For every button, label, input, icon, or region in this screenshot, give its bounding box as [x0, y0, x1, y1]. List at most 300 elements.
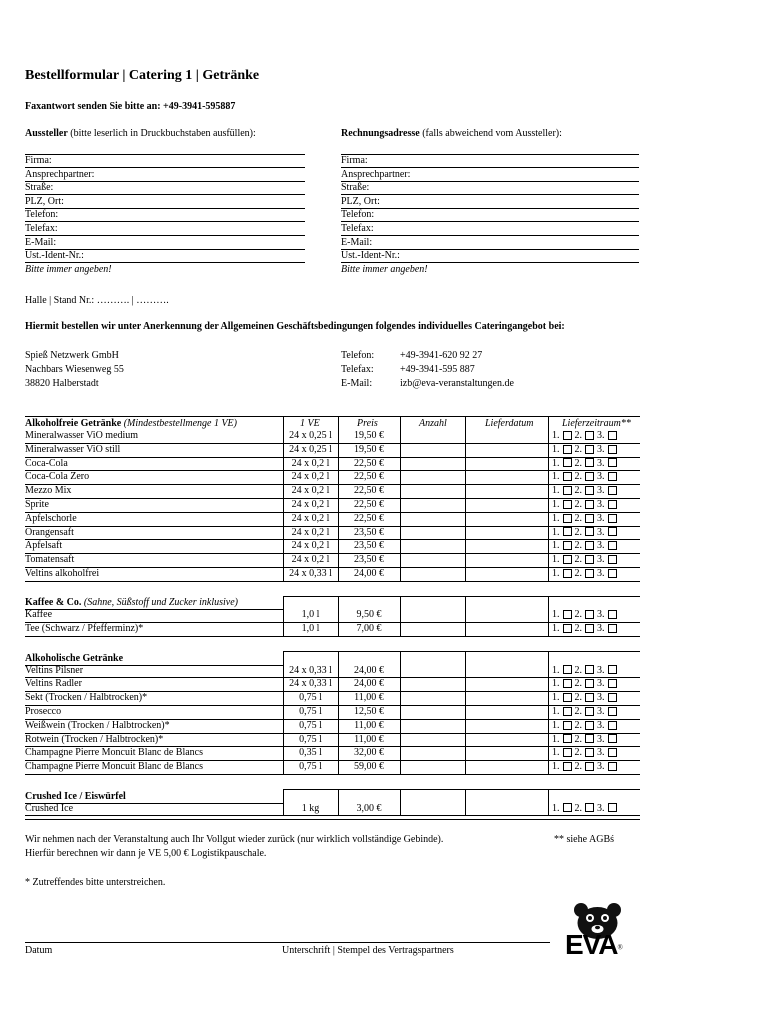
- unit-size: 0,75 l: [299, 761, 322, 773]
- delivery-slots: [552, 692, 620, 703]
- delivery-slots: [552, 761, 620, 772]
- delivery-date-input[interactable]: [465, 706, 548, 720]
- col-header-lieferdatum: Lieferdatum: [485, 418, 534, 429]
- checkbox[interactable]: [563, 500, 572, 509]
- quantity-input[interactable]: [400, 623, 465, 637]
- slot-label: 2.: [574, 623, 582, 635]
- section-header: [25, 418, 237, 429]
- slot-label: 3.: [597, 719, 605, 731]
- checkbox[interactable]: [608, 458, 617, 467]
- price: 7,00 €: [356, 623, 382, 635]
- slot-label: 1.: [552, 471, 560, 483]
- column-divider: [548, 596, 549, 637]
- unit-size: 24 x 0,2 l: [291, 554, 330, 566]
- product-name: Tee (Schwarz / Pfefferminz)*: [25, 623, 144, 635]
- address-field[interactable]: E-Mail:: [341, 236, 373, 248]
- checkbox[interactable]: [585, 624, 594, 633]
- price: 3,00 €: [356, 802, 382, 814]
- price: 11,00 €: [354, 733, 384, 745]
- delivery-date-input[interactable]: [465, 761, 548, 775]
- vendor-name: Spieß Netzwerk GmbH: [25, 350, 119, 361]
- address-field[interactable]: Telefax:: [341, 223, 374, 234]
- slot-label: 1.: [552, 719, 560, 731]
- checkbox[interactable]: [585, 472, 594, 481]
- slot-label: 3.: [597, 485, 605, 497]
- delivery-date-input[interactable]: [465, 747, 548, 761]
- checkbox[interactable]: [563, 527, 572, 536]
- slot-label: 2.: [574, 719, 582, 731]
- vendor-fax: +49-3941-595 887: [400, 364, 475, 375]
- checkbox[interactable]: [608, 803, 617, 812]
- checkbox[interactable]: [563, 762, 572, 771]
- checkbox[interactable]: [585, 762, 594, 771]
- slot-label: 3.: [597, 609, 605, 621]
- product-name: Weißwein (Trocken / Halbtrocken)*: [25, 719, 170, 731]
- column-divider: [548, 416, 549, 582]
- order-statement: Hiermit bestellen wir unter Anerkennung der Allgemeinen Geschäftsbedingungen folgendes individuelles Cateringangebot bei:: [25, 321, 565, 332]
- delivery-slots: [552, 706, 620, 717]
- slot-label: 2.: [574, 692, 582, 704]
- product-name: Sekt (Trocken / Halbtrocken)*: [25, 692, 148, 704]
- column-divider: [338, 789, 339, 817]
- checkbox[interactable]: [563, 748, 572, 757]
- unterschrift-label: Unterschrift | Stempel des Vertragspartners: [282, 945, 454, 956]
- checkbox[interactable]: [585, 458, 594, 467]
- price: 24,00 €: [354, 664, 384, 676]
- address-field[interactable]: Firma:: [341, 155, 368, 166]
- product-name: Champagne Pierre Moncuit Blanc de Blancs: [25, 761, 204, 773]
- section-header: [25, 791, 126, 802]
- slot-label: 2.: [574, 609, 582, 621]
- slot-label: 2.: [574, 733, 582, 745]
- checkbox[interactable]: [585, 569, 594, 578]
- delivery-slots: [552, 678, 620, 689]
- column-divider: [338, 651, 339, 775]
- delivery-slots: [552, 554, 620, 565]
- column-divider: [400, 416, 401, 582]
- slot-label: 1.: [552, 554, 560, 566]
- checkbox[interactable]: [608, 693, 617, 702]
- checkbox[interactable]: [585, 721, 594, 730]
- unit-size: 24 x 0,33 l: [289, 678, 332, 690]
- vendor-contact-labels: [341, 349, 374, 391]
- unit-size: 24 x 0,2 l: [291, 457, 330, 469]
- checkbox[interactable]: [563, 707, 572, 716]
- section-header: [25, 597, 238, 608]
- unit-size: 24 x 0,2 l: [291, 540, 330, 552]
- quantity-input[interactable]: [400, 527, 465, 541]
- halle-stand[interactable]: Halle | Stand Nr.: ………. | ……….: [25, 295, 169, 306]
- slot-label: 1.: [552, 568, 560, 579]
- slot-label: 3.: [597, 664, 605, 676]
- column-divider: [283, 789, 284, 817]
- address-field[interactable]: Telefon:: [25, 209, 59, 221]
- section-name: Crushed Ice / Eiswürfel: [25, 790, 126, 802]
- price: 22,50 €: [354, 485, 384, 497]
- unit-size: 1,0 l: [301, 623, 320, 635]
- quantity-input[interactable]: [400, 540, 465, 554]
- slot-label: 1.: [552, 692, 560, 704]
- slot-label: 1.: [552, 485, 560, 497]
- slot-label: 3.: [597, 554, 605, 566]
- column-divider: [400, 651, 401, 775]
- slot-label: 1.: [552, 457, 560, 469]
- required-note: Bitte immer angeben!: [341, 263, 428, 275]
- price: 11,00 €: [354, 719, 384, 731]
- price: 11,00 €: [354, 692, 384, 704]
- slot-label: 3.: [597, 526, 605, 538]
- price: 23,50 €: [354, 540, 384, 552]
- vendor-phone: +49-3941-620 92 27: [400, 350, 483, 361]
- checkbox[interactable]: [563, 610, 572, 619]
- quantity-input[interactable]: [400, 430, 465, 444]
- checkbox[interactable]: [563, 514, 572, 523]
- delivery-date-input[interactable]: [465, 499, 548, 513]
- quantity-input[interactable]: [400, 471, 465, 485]
- price: 9,50 €: [356, 609, 382, 621]
- col-header-lieferzeitraum: Lieferzeitraum**: [562, 418, 631, 429]
- checkbox[interactable]: [608, 569, 617, 578]
- product-name: Mineralwasser ViO medium: [25, 430, 139, 441]
- slot-label: 1.: [552, 802, 560, 814]
- unit-size: 24 x 0,2 l: [291, 499, 330, 510]
- column-divider: [465, 789, 466, 817]
- row-line: [283, 651, 640, 652]
- col-header-ve: 1 VE: [300, 418, 320, 429]
- checkbox[interactable]: [585, 665, 594, 674]
- section-header: [25, 653, 123, 664]
- delivery-date-input[interactable]: [465, 568, 548, 582]
- slot-label: 3.: [597, 623, 605, 635]
- slot-label: 3.: [597, 499, 605, 510]
- row-line: [283, 789, 640, 790]
- vendor-email: izb@eva-veranstaltungen.de: [400, 378, 514, 389]
- checkbox[interactable]: [608, 734, 617, 743]
- slot-label: 3.: [597, 430, 605, 441]
- delivery-slots: [552, 803, 620, 814]
- quantity-input[interactable]: [400, 747, 465, 761]
- required-note: Bitte immer angeben!: [25, 263, 112, 275]
- slot-label: 2.: [574, 485, 582, 497]
- fax-line: Faxantwort senden Sie bitte an: +49-3941-595887: [25, 101, 236, 112]
- checkbox[interactable]: [585, 445, 594, 454]
- checkbox[interactable]: [585, 555, 594, 564]
- checkbox[interactable]: [608, 527, 617, 536]
- checkbox[interactable]: [585, 431, 594, 440]
- delivery-date-input[interactable]: [465, 444, 548, 458]
- product-name: Coca-Cola: [25, 457, 68, 469]
- table-bottom-line: [25, 819, 640, 820]
- checkbox[interactable]: [585, 734, 594, 743]
- footer-note: * Zutreffendes bitte unterstreichen.: [25, 877, 166, 888]
- delivery-slots: [552, 471, 620, 482]
- checkbox[interactable]: [563, 679, 572, 688]
- quantity-input[interactable]: [400, 499, 465, 513]
- delivery-date-input[interactable]: [465, 609, 548, 623]
- product-name: Kaffee: [25, 609, 53, 621]
- product-name: Champagne Pierre Moncuit Blanc de Blancs: [25, 747, 204, 759]
- unit-size: 1 kg: [301, 802, 320, 814]
- signature-line: [25, 942, 550, 943]
- unit-size: 24 x 0,2 l: [291, 512, 330, 524]
- column-divider: [400, 596, 401, 637]
- delivery-date-input[interactable]: [465, 527, 548, 541]
- product-name: Rotwein (Trocken / Halbtrocken)*: [25, 733, 164, 745]
- slot-label: 1.: [552, 443, 560, 455]
- quantity-input[interactable]: [400, 444, 465, 458]
- checkbox[interactable]: [585, 514, 594, 523]
- checkbox[interactable]: [585, 610, 594, 619]
- column-divider: [465, 416, 466, 582]
- slot-label: 1.: [552, 733, 560, 745]
- quantity-input[interactable]: [400, 720, 465, 734]
- address-field[interactable]: Telefax:: [25, 223, 58, 234]
- unit-size: 24 x 0,25 l: [289, 430, 332, 441]
- checkbox[interactable]: [563, 541, 572, 550]
- checkbox[interactable]: [585, 693, 594, 702]
- product-name: Sprite: [25, 499, 49, 510]
- checkbox[interactable]: [585, 707, 594, 716]
- delivery-date-input[interactable]: [465, 554, 548, 568]
- product-name: Apfelsaft: [25, 540, 63, 552]
- unit-size: 0,75 l: [299, 706, 322, 717]
- slot-label: 2.: [574, 761, 582, 773]
- unit-size: 0,35 l: [299, 747, 322, 759]
- checkbox[interactable]: [563, 458, 572, 467]
- address-field[interactable]: Straße:: [341, 182, 370, 194]
- column-divider: [465, 596, 466, 637]
- checkbox[interactable]: [563, 721, 572, 730]
- delivery-date-input[interactable]: [465, 803, 548, 817]
- rechnung-heading: Rechnungsadresse (falls abweichend vom Aussteller):: [341, 128, 562, 139]
- delivery-date-input[interactable]: [465, 665, 548, 679]
- column-divider: [548, 789, 549, 817]
- checkbox[interactable]: [563, 803, 572, 812]
- page-title: Bestellformular | Catering 1 | Getränke: [25, 68, 260, 83]
- checkbox[interactable]: [563, 486, 572, 495]
- address-field[interactable]: Ansprechpartner:: [25, 168, 95, 180]
- slot-label: 2.: [574, 526, 582, 538]
- quantity-input[interactable]: [400, 706, 465, 720]
- checkbox[interactable]: [608, 707, 617, 716]
- checkbox[interactable]: [608, 665, 617, 674]
- delivery-date-input[interactable]: [465, 720, 548, 734]
- section-name: Alkoholfreie Getränke: [25, 418, 122, 429]
- checkbox[interactable]: [608, 431, 617, 440]
- checkbox[interactable]: [585, 527, 594, 536]
- checkbox[interactable]: [608, 748, 617, 757]
- unit-size: 0,75 l: [299, 719, 322, 731]
- product-name: Tomatensaft: [25, 554, 75, 566]
- slot-label: 2.: [574, 802, 582, 814]
- checkbox[interactable]: [563, 569, 572, 578]
- product-name: Crushed Ice: [25, 802, 74, 814]
- row-line: [283, 596, 640, 597]
- unit-size: 24 x 0,2 l: [291, 471, 330, 483]
- column-divider: [338, 416, 339, 582]
- checkbox[interactable]: [585, 748, 594, 757]
- unit-size: 24 x 0,33 l: [289, 568, 332, 579]
- checkbox[interactable]: [608, 514, 617, 523]
- quantity-input[interactable]: [400, 513, 465, 527]
- slot-label: 3.: [597, 747, 605, 759]
- unit-size: 1,0 l: [301, 609, 320, 621]
- delivery-date-input[interactable]: [465, 485, 548, 499]
- price: 19,50 €: [354, 443, 384, 455]
- slot-label: 3.: [597, 802, 605, 814]
- product-name: Veltins Radler: [25, 678, 82, 690]
- delivery-slots: [552, 458, 620, 469]
- slot-label: 1.: [552, 678, 560, 690]
- slot-label: 3.: [597, 692, 605, 704]
- delivery-date-input[interactable]: [465, 623, 548, 637]
- checkbox[interactable]: [608, 555, 617, 564]
- logo-text: EVA: [565, 929, 618, 960]
- checkbox[interactable]: [608, 721, 617, 730]
- delivery-slots: [552, 540, 620, 551]
- price: 32,00 €: [354, 747, 384, 759]
- section-note: (Mindestbestellmenge 1 VE): [121, 418, 237, 429]
- address-field[interactable]: Ansprechpartner:: [341, 168, 411, 180]
- checkbox[interactable]: [585, 486, 594, 495]
- checkbox[interactable]: [608, 624, 617, 633]
- delivery-date-input[interactable]: [465, 458, 548, 472]
- delivery-date-input[interactable]: [465, 513, 548, 527]
- checkbox[interactable]: [563, 555, 572, 564]
- checkbox[interactable]: [608, 762, 617, 771]
- delivery-slots: [552, 623, 620, 634]
- vendor-city: 38820 Halberstadt: [25, 378, 99, 389]
- unit-size: 24 x 0,2 l: [291, 526, 330, 538]
- address-field[interactable]: Firma:: [25, 155, 52, 166]
- address-field[interactable]: Ust.-Ident-Nr.:: [25, 250, 84, 262]
- checkbox[interactable]: [585, 803, 594, 812]
- delivery-date-input[interactable]: [465, 678, 548, 692]
- slot-label: 3.: [597, 512, 605, 524]
- column-divider: [548, 651, 549, 775]
- slot-label: 2.: [574, 678, 582, 690]
- eva-logo: [560, 900, 635, 962]
- delivery-date-input[interactable]: [465, 734, 548, 748]
- product-name: Veltins alkoholfrei: [25, 568, 100, 579]
- slot-label: 2.: [574, 512, 582, 524]
- slot-label: 1.: [552, 512, 560, 524]
- checkbox[interactable]: [585, 679, 594, 688]
- delivery-date-input[interactable]: [465, 430, 548, 444]
- delivery-slots: [552, 499, 620, 510]
- price: 24,00 €: [354, 568, 384, 579]
- checkbox[interactable]: [608, 472, 617, 481]
- vendor-contact-values: [400, 349, 514, 391]
- quantity-input[interactable]: [400, 761, 465, 775]
- delivery-slots: [552, 527, 620, 538]
- checkbox[interactable]: [608, 445, 617, 454]
- checkbox[interactable]: [608, 486, 617, 495]
- price: 22,50 €: [354, 471, 384, 483]
- contact-label: Telefax:: [341, 364, 374, 375]
- slot-label: 1.: [552, 747, 560, 759]
- delivery-date-input[interactable]: [465, 471, 548, 485]
- checkbox[interactable]: [563, 665, 572, 674]
- address-field[interactable]: PLZ, Ort:: [341, 195, 380, 207]
- checkbox[interactable]: [585, 541, 594, 550]
- checkbox[interactable]: [585, 500, 594, 509]
- product-name: Prosecco: [25, 706, 62, 717]
- col-header-preis: Preis: [357, 418, 378, 429]
- product-name: Veltins Pilsner: [25, 664, 84, 676]
- slot-label: 2.: [574, 568, 582, 579]
- checkbox[interactable]: [608, 500, 617, 509]
- checkbox[interactable]: [608, 541, 617, 550]
- address-field[interactable]: PLZ, Ort:: [25, 195, 64, 207]
- quantity-input[interactable]: [400, 458, 465, 472]
- price: 12,50 €: [354, 706, 384, 717]
- slot-label: 3.: [597, 443, 605, 455]
- unit-size: 24 x 0,33 l: [289, 664, 332, 676]
- slot-label: 3.: [597, 540, 605, 552]
- product-name: Orangensaft: [25, 526, 74, 538]
- slot-label: 3.: [597, 568, 605, 579]
- address-field[interactable]: E-Mail:: [25, 236, 57, 248]
- slot-label: 2.: [574, 457, 582, 469]
- unit-size: 0,75 l: [299, 692, 322, 704]
- quantity-input[interactable]: [400, 568, 465, 582]
- section-note: (Sahne, Süßstoff und Zucker inklusive): [81, 597, 239, 609]
- slot-label: 1.: [552, 430, 560, 441]
- checkbox[interactable]: [563, 445, 572, 454]
- quantity-input[interactable]: [400, 803, 465, 817]
- delivery-slots: [552, 747, 620, 758]
- product-name: Mineralwasser ViO still: [25, 443, 121, 455]
- checkbox[interactable]: [563, 624, 572, 633]
- quantity-input[interactable]: [400, 609, 465, 623]
- slot-label: 1.: [552, 540, 560, 552]
- address-field[interactable]: Telefon:: [341, 209, 375, 221]
- checkbox[interactable]: [563, 431, 572, 440]
- aussteller-heading: Aussteller (bitte leserlich in Druckbuchstaben ausfüllen):: [25, 128, 256, 139]
- col-header-anzahl: Anzahl: [419, 418, 447, 429]
- vendor-street: Nachbars Wiesenweg 55: [25, 364, 124, 375]
- slot-label: 2.: [574, 747, 582, 759]
- delivery-slots: [552, 485, 620, 496]
- quantity-input[interactable]: [400, 485, 465, 499]
- quantity-input[interactable]: [400, 665, 465, 679]
- checkbox[interactable]: [563, 693, 572, 702]
- slot-label: 2.: [574, 540, 582, 552]
- quantity-input[interactable]: [400, 554, 465, 568]
- delivery-slots: [552, 513, 620, 524]
- slot-label: 2.: [574, 443, 582, 455]
- checkbox[interactable]: [563, 734, 572, 743]
- slot-label: 1.: [552, 623, 560, 635]
- checkbox[interactable]: [608, 679, 617, 688]
- address-field[interactable]: Straße:: [25, 182, 54, 194]
- footer-vollgut: Wir nehmen nach der Veranstaltung auch Ihr Vollgut wieder zurück (nur wirklich vollständige Gebinde).: [25, 834, 444, 845]
- checkbox[interactable]: [563, 472, 572, 481]
- section-name: Kaffee & Co.: [25, 597, 82, 609]
- delivery-date-input[interactable]: [465, 692, 548, 706]
- slot-label: 1.: [552, 609, 560, 621]
- column-divider: [283, 596, 284, 637]
- checkbox[interactable]: [608, 610, 617, 619]
- delivery-date-input[interactable]: [465, 540, 548, 554]
- column-divider: [400, 789, 401, 817]
- address-field[interactable]: Ust.-Ident-Nr.:: [341, 250, 400, 262]
- quantity-input[interactable]: [400, 734, 465, 748]
- quantity-input[interactable]: [400, 692, 465, 706]
- slot-label: 3.: [597, 471, 605, 483]
- quantity-input[interactable]: [400, 678, 465, 692]
